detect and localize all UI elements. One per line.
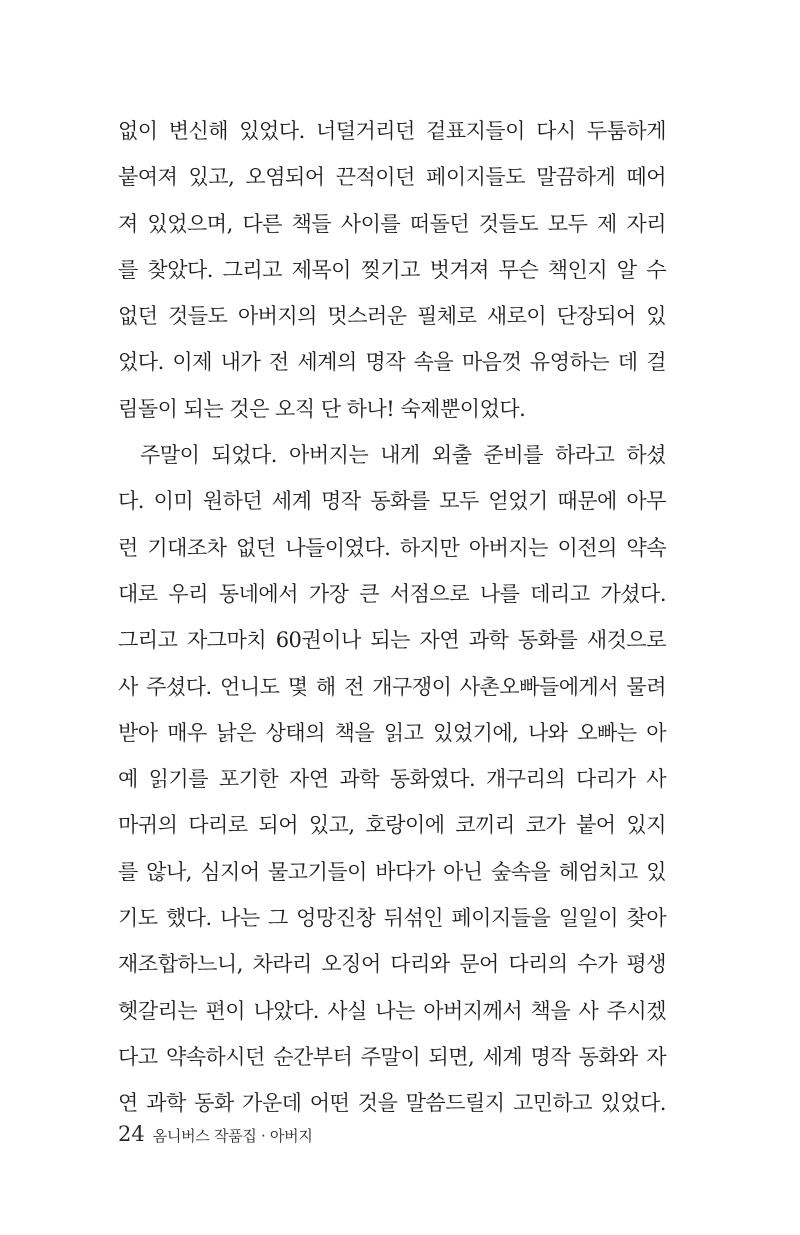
- text-line: 대로 우리 동네에서 가장 큰 서점으로 나를 데리고 가셨다.: [118, 581, 666, 606]
- text-line: 받아 매우 낡은 상태의 책을 읽고 있었기에, 나와 오빠는 아: [118, 720, 666, 745]
- text-line: 연 과학 동화 가운데 어떤 것을 말씀드릴지 고민하고 있었다.: [118, 1091, 666, 1116]
- text-line: 그리고 자그마치 60권이나 되는 자연 과학 동화를 새것으로: [118, 628, 666, 653]
- running-title: 옴니버스 작품집 · 아버지: [152, 1127, 313, 1145]
- text-line-paragraph-start: 주말이 되었다. 아버지는 내게 외출 준비를 하라고 하셨: [140, 443, 666, 468]
- text-line: 예 읽기를 포기한 자연 과학 동화였다. 개구리의 다리가 사: [118, 767, 666, 792]
- text-line: 를 찾았다. 그리고 제목이 찢기고 벗겨져 무슨 책인지 알 수: [118, 257, 666, 282]
- text-line: 다. 이미 원하던 세계 명작 동화를 모두 얻었기 때문에 아무: [118, 489, 666, 514]
- text-line: 없이 변신해 있었다. 너덜거리던 겉표지들이 다시 두툼하게: [118, 119, 666, 143]
- text-line: 붙여져 있고, 오염되어 끈적이던 페이지들도 말끔하게 떼어: [118, 165, 666, 190]
- text-line: 사 주셨다. 언니도 몇 해 전 개구쟁이 사촌오빠들에게서 물려: [118, 674, 666, 699]
- text-line-paragraph-end: 림돌이 되는 것은 오직 단 하나! 숙제뿐이었다.: [118, 396, 526, 421]
- text-line: 없던 것들도 아버지의 멋스러운 필체로 새로이 단장되어 있: [118, 304, 666, 329]
- body-text: [118, 108, 666, 1127]
- text-line: 었다. 이제 내가 전 세계의 명작 속을 마음껏 유영하는 데 걸: [118, 350, 666, 375]
- text-line: 기도 했다. 나는 그 엉망진창 뒤섞인 페이지들을 일일이 찾아: [118, 906, 666, 931]
- text-line: 헷갈리는 편이 나았다. 사실 나는 아버지께서 책을 사 주시겠: [118, 998, 666, 1023]
- text-line: 재조합하느니, 차라리 오징어 다리와 문어 다리의 수가 평생: [118, 952, 666, 977]
- page-number: 24: [118, 1122, 145, 1146]
- text-line: 를 않나, 심지어 물고기들이 바다가 아닌 숲속을 헤엄치고 있: [118, 859, 666, 884]
- text-line: 져 있었으며, 다른 책들 사이를 떠돌던 것들도 모두 제 자리: [118, 211, 666, 236]
- page-footer: [118, 1122, 313, 1146]
- text-line: 다고 약속하시던 순간부터 주말이 되면, 세계 명작 동화와 자: [118, 1044, 666, 1069]
- text-line: 런 기대조차 없던 나들이였다. 하지만 아버지는 이전의 약속: [118, 535, 666, 560]
- text-line: 마귀의 다리로 되어 있고, 호랑이에 코끼리 코가 붙어 있지: [118, 813, 666, 838]
